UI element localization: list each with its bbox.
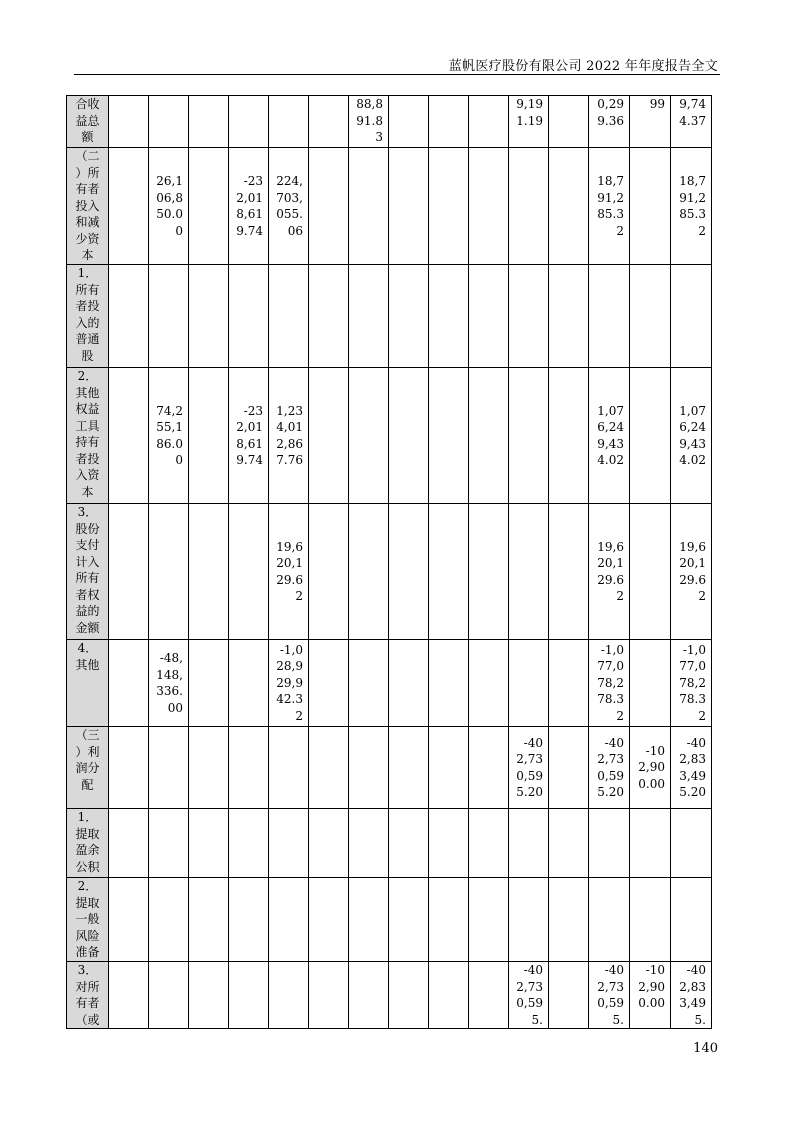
amount-cell [630,265,671,368]
table-row [67,504,712,640]
amount-cell [389,148,429,265]
row-label: 1．提取盈余公积 [67,809,109,878]
amount-cell [109,265,149,368]
amount-cell [109,962,149,1029]
amount-cell: -232,018,619.74 [229,368,269,504]
amount-cell: 1,076,249,434.02 [589,368,630,504]
amount-cell [630,640,671,727]
amount-cell [671,809,712,878]
amount-cell [189,265,229,368]
amount-cell [429,265,469,368]
page-number: 140 [693,1041,718,1056]
amount-cell [429,727,469,809]
report-header-title: 蓝帆医疗股份有限公司 2022 年年度报告全文 [448,59,718,74]
amount-cell [630,148,671,265]
table-row [67,878,712,962]
amount-cell [469,148,509,265]
amount-cell [309,640,349,727]
amount-cell: 19,620,129.62 [589,504,630,640]
amount-cell [189,640,229,727]
amount-cell: -102,900.00 [630,962,671,1029]
amount-cell: -1,028,929,942.32 [269,640,309,727]
amount-cell [349,962,389,1029]
amount-cell [549,727,589,809]
row-label: 3．对所有者（或 [67,962,109,1029]
amount-cell [389,878,429,962]
amount-cell [469,640,509,727]
amount-cell [469,96,509,148]
amount-cell [389,809,429,878]
amount-cell [389,265,429,368]
amount-cell [469,504,509,640]
amount-cell [109,727,149,809]
amount-cell: 99 [630,96,671,148]
table-row [67,809,712,878]
amount-cell [429,368,469,504]
amount-cell [469,962,509,1029]
amount-cell [269,878,309,962]
amount-cell [149,727,189,809]
amount-cell [229,96,269,148]
table-row [67,96,712,148]
amount-cell: 1,076,249,434.02 [671,368,712,504]
amount-cell [229,809,269,878]
amount-cell [309,727,349,809]
amount-cell [309,809,349,878]
amount-cell [109,368,149,504]
amount-cell [589,809,630,878]
row-label: 2．其他权益工具持有者投入资本 [67,368,109,504]
amount-cell [509,809,549,878]
row-label: 合收益总额 [67,96,109,148]
header-divider [74,74,720,75]
amount-cell [269,962,309,1029]
amount-cell [509,265,549,368]
table-row [67,962,712,1029]
amount-cell [189,96,229,148]
amount-cell [109,504,149,640]
amount-cell [189,809,229,878]
amount-cell: -402,833,495.20 [671,727,712,809]
amount-cell [189,368,229,504]
amount-cell [509,640,549,727]
amount-cell [149,504,189,640]
amount-cell [509,504,549,640]
amount-cell [229,265,269,368]
amount-cell: -402,833,495. [671,962,712,1029]
amount-cell [189,504,229,640]
amount-cell [429,96,469,148]
amount-cell: -1,077,078,278.32 [589,640,630,727]
amount-cell [269,809,309,878]
amount-cell [389,368,429,504]
amount-cell [389,962,429,1029]
amount-cell [189,727,229,809]
amount-cell: 9,744.37 [671,96,712,148]
table-row [67,368,712,504]
table-row [67,727,712,809]
amount-cell [189,962,229,1029]
amount-cell: 19,620,129.62 [671,504,712,640]
amount-cell [109,809,149,878]
amount-cell [549,878,589,962]
amount-cell [549,368,589,504]
amount-cell [109,96,149,148]
amount-cell [149,878,189,962]
amount-cell: -48,148,336.00 [149,640,189,727]
amount-cell [149,962,189,1029]
amount-cell [389,640,429,727]
amount-cell [630,809,671,878]
amount-cell [549,265,589,368]
amount-cell [189,148,229,265]
amount-cell [549,809,589,878]
amount-cell: 26,106,850.00 [149,148,189,265]
amount-cell: 18,791,285.32 [589,148,630,265]
amount-cell [589,878,630,962]
amount-cell [469,809,509,878]
amount-cell [509,368,549,504]
amount-cell: 224,703,055.06 [269,148,309,265]
amount-cell [549,96,589,148]
amount-cell [309,504,349,640]
amount-cell [549,640,589,727]
row-label: 2．提取一般风险准备 [67,878,109,962]
amount-cell [429,809,469,878]
amount-cell: -102,900.00 [630,727,671,809]
amount-cell [630,504,671,640]
amount-cell [269,727,309,809]
amount-cell [509,148,549,265]
amount-cell [671,265,712,368]
amount-cell: 74,255,186.00 [149,368,189,504]
amount-cell [549,504,589,640]
row-label: 4．其他 [67,640,109,727]
amount-cell [389,504,429,640]
amount-cell: 88,891.83 [349,96,389,148]
table-row [67,148,712,265]
amount-cell [109,878,149,962]
row-label: （二）所有者投入和减少资本 [67,148,109,265]
amount-cell: 1,234,012,867.76 [269,368,309,504]
amount-cell [469,878,509,962]
table-row [67,265,712,368]
amount-cell [549,148,589,265]
amount-cell [429,148,469,265]
amount-cell: 9,191.19 [509,96,549,148]
amount-cell [269,265,309,368]
amount-cell: 18,791,285.32 [671,148,712,265]
amount-cell [269,96,309,148]
row-label: 1．所有者投入的普通股 [67,265,109,368]
amount-cell [349,878,389,962]
amount-cell [469,368,509,504]
amount-cell [630,368,671,504]
amount-cell: 19,620,129.62 [269,504,309,640]
amount-cell [349,640,389,727]
amount-cell [309,265,349,368]
amount-cell [229,727,269,809]
amount-cell [671,878,712,962]
amount-cell [469,727,509,809]
amount-cell: -232,018,619.74 [229,148,269,265]
amount-cell [429,962,469,1029]
amount-cell [349,148,389,265]
amount-cell: -402,730,595. [589,962,630,1029]
amount-cell [349,368,389,504]
amount-cell [549,962,589,1029]
amount-cell [349,265,389,368]
amount-cell [429,504,469,640]
amount-cell: 0,299.36 [589,96,630,148]
amount-cell [349,809,389,878]
amount-cell [229,640,269,727]
amount-cell [309,962,349,1029]
amount-cell [229,962,269,1029]
amount-cell [109,148,149,265]
table-row [67,640,712,727]
amount-cell: -402,730,595.20 [589,727,630,809]
amount-cell [149,809,189,878]
amount-cell [149,265,189,368]
row-label: （三）利润分配 [67,727,109,809]
amount-cell [309,878,349,962]
amount-cell: -402,730,595. [509,962,549,1029]
amount-cell [309,148,349,265]
amount-cell [349,727,389,809]
row-label: 3．股份支付计入所有者权益的金额 [67,504,109,640]
amount-cell [509,878,549,962]
amount-cell [149,96,189,148]
amount-cell [309,96,349,148]
amount-cell [389,96,429,148]
amount-cell [189,878,229,962]
amount-cell [469,265,509,368]
amount-cell: -402,730,595.20 [509,727,549,809]
amount-cell: -1,077,078,278.32 [671,640,712,727]
amount-cell [349,504,389,640]
amount-cell [429,878,469,962]
amount-cell [630,878,671,962]
amount-cell [429,640,469,727]
amount-cell [589,265,630,368]
amount-cell [309,368,349,504]
amount-cell [229,878,269,962]
amount-cell [229,504,269,640]
equity-changes-table [66,95,712,1029]
amount-cell [109,640,149,727]
amount-cell [389,727,429,809]
